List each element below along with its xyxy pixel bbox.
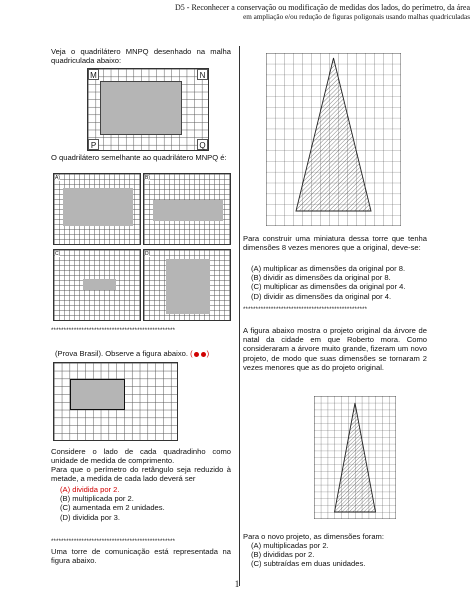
option-a-grid <box>53 173 141 245</box>
q4-text: A figura abaixo mostra o projeto original da árvore de natal da cidade em que Roberto mora. Como consideraram a árvore muito grande, fizeram um novo projeto, de modo que suas dimensões se tornaram 2 vezes menores que as do projeto original. <box>243 326 427 372</box>
q2-text: Considere o lado de cada quadradinho como unidade de medida de comprimento. <box>51 447 231 466</box>
page-number: 1 <box>234 579 240 589</box>
q1-text-2: O quadrilátero semelhante ao quadrilátero MNPQ é: <box>51 153 227 162</box>
q4-answer-c: (C) subtraídas em duas unidades. <box>251 559 366 569</box>
corner-m: M <box>88 69 99 80</box>
stars-separator-1: ************************************************* <box>51 328 176 334</box>
difficulty-markers: ( ) <box>190 349 210 358</box>
q4-answer-b: (B) divididas por 2. <box>251 550 315 560</box>
q2-answer-d: (D) dividida por 3. <box>60 512 120 522</box>
q4-answers <box>251 541 435 569</box>
option-a-rect <box>63 188 133 226</box>
option-d-label: D) <box>145 251 151 257</box>
stars-separator-3: ************************************************* <box>243 307 368 313</box>
q3-answer-a: (A) multiplicar as dimensões da original por 8. <box>251 264 406 273</box>
mnpq-grid <box>87 68 209 151</box>
option-b-grid <box>143 173 231 245</box>
option-c-rect <box>83 279 116 290</box>
q2-answer-a: (A) dividida por 2. <box>60 485 120 494</box>
q2-answer-c: (C) aumentada em 2 unidades. <box>60 503 165 513</box>
q3-answer-d: (D) dividir as dimensões da original por 4. <box>251 291 392 301</box>
q2-question: Para que o perímetro do retângulo seja reduzido à metade, a medida de cada lado deverá ser <box>51 465 231 484</box>
q2-source-line <box>55 349 235 358</box>
q1-text: Veja o quadrilátero MNPQ desenhado na malha quadriculada abaixo: <box>51 47 231 66</box>
rectangle-grid <box>53 362 178 441</box>
option-c-grid <box>53 249 141 321</box>
header-line-1: D5 - Reconhecer a conservação ou modificação de medidas dos lados, do perímetro, da área <box>175 3 470 12</box>
corner-q: Q <box>197 139 208 150</box>
shaded-rectangle <box>70 379 125 410</box>
q3-question: Para construir uma miniatura dessa torre que tenha dimensões 8 vezes menores que a original, deve-se: <box>243 234 427 253</box>
option-c-label: C) <box>55 251 61 257</box>
q3-answers <box>251 264 436 301</box>
column-divider <box>239 46 240 586</box>
option-b-rect <box>153 200 223 221</box>
option-b-label: B) <box>145 175 150 181</box>
q3-answer-b: (B) dividir as dimensões da original por 8. <box>251 273 391 283</box>
option-d-rect <box>166 259 210 314</box>
stars-separator-2: ************************************************* <box>51 539 176 545</box>
q3-answer-c: (C) multiplicar as dimensões da original por 4. <box>251 282 406 292</box>
q3-text: Uma torre de comunicação está representada na figura abaixo. <box>51 547 231 566</box>
mnpq-quadrilateral <box>100 81 182 135</box>
tower-figure <box>266 53 401 226</box>
q4-question: Para o novo projeto, as dimensões foram: <box>243 532 384 541</box>
corner-n: N <box>197 69 208 80</box>
corner-p: P <box>88 139 99 150</box>
page-header <box>150 3 470 22</box>
tree-figure <box>314 396 396 519</box>
q2-answers <box>60 485 235 522</box>
q2-answer-b: (B) multiplicada por 2. <box>60 494 134 504</box>
q4-answer-a: (A) multiplicadas por 2. <box>251 541 329 550</box>
q2-source: (Prova Brasil). Observe a figura abaixo. <box>55 349 188 358</box>
option-a-label: A) <box>55 175 60 181</box>
header-line-2: em ampliação e/ou redução de figuras poligonais usando malhas quadriculadas <box>243 13 470 21</box>
option-d-grid <box>143 249 231 321</box>
